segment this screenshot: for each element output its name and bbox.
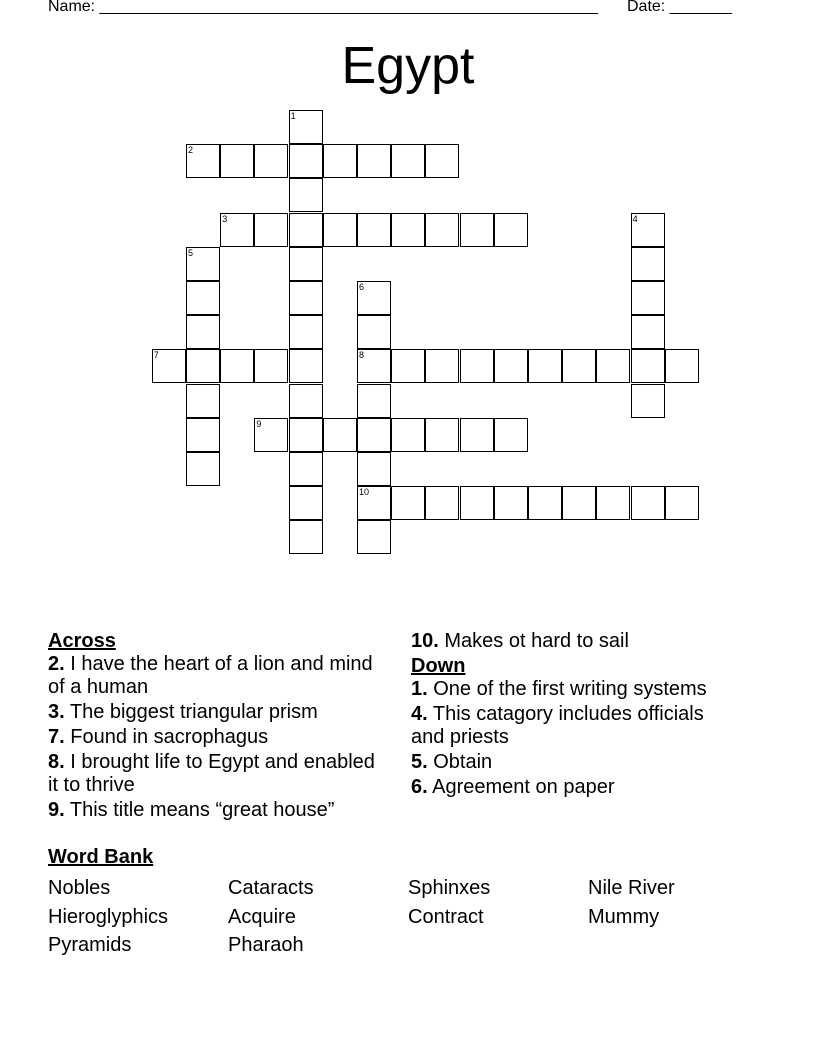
crossword-cell[interactable] [289, 110, 323, 144]
crossword-cell[interactable] [460, 349, 494, 383]
crossword-cell[interactable] [254, 144, 288, 178]
crossword-cell[interactable] [357, 281, 391, 315]
word-bank-item: Acquire [228, 905, 296, 928]
clue-across-3: 3. The biggest triangular prism [48, 701, 318, 723]
crossword-cell[interactable] [631, 247, 665, 281]
crossword-cell[interactable] [631, 213, 665, 247]
crossword-cell[interactable] [391, 144, 425, 178]
clue-down-5: 5. Obtain [411, 751, 493, 773]
crossword-cell[interactable] [289, 315, 323, 349]
word-bank-item: Mummy [588, 905, 660, 928]
crossword-cell[interactable] [391, 213, 425, 247]
crossword-cell[interactable] [391, 486, 425, 520]
crossword-cell[interactable] [289, 144, 323, 178]
crossword-cell[interactable] [323, 144, 357, 178]
down-heading: Down [411, 655, 466, 677]
clue-across-8: 8. I brought life to Egypt and enabled it to thrive [48, 751, 375, 796]
crossword-cell[interactable] [254, 349, 288, 383]
word-bank-item: Pyramids [48, 934, 132, 956]
crossword-cell[interactable] [186, 281, 220, 315]
crossword-cell[interactable] [289, 418, 323, 452]
clue-number: 8 [359, 350, 365, 361]
crossword-cell[interactable] [665, 486, 699, 520]
crossword-cell[interactable] [631, 486, 665, 520]
crossword-cell[interactable] [665, 349, 699, 383]
crossword-cell[interactable] [357, 315, 391, 349]
crossword-cell[interactable] [186, 144, 220, 178]
crossword-cell[interactable] [220, 213, 254, 247]
crossword-cell[interactable] [254, 213, 288, 247]
crossword-cell[interactable] [289, 213, 323, 247]
crossword-cell[interactable] [562, 486, 596, 520]
crossword-cell[interactable] [494, 213, 528, 247]
page-title: Egypt [341, 37, 475, 95]
crossword-cell[interactable] [425, 486, 459, 520]
clue-across-9: 9. This title means “great house” [48, 799, 335, 821]
crossword-cell[interactable] [425, 349, 459, 383]
clue-down-4: 4. This catagory includes officials and priests [411, 703, 704, 748]
crossword-cell[interactable] [289, 384, 323, 418]
crossword-cell[interactable] [494, 349, 528, 383]
crossword-cell[interactable] [460, 418, 494, 452]
crossword-cell[interactable] [357, 384, 391, 418]
crossword-cell[interactable] [357, 349, 391, 383]
crossword-cell[interactable] [425, 418, 459, 452]
crossword-cell[interactable] [186, 418, 220, 452]
clues-right-column [411, 630, 741, 801]
crossword-cell[interactable] [357, 418, 391, 452]
clue-number: 10 [359, 487, 370, 498]
crossword-cell[interactable] [152, 349, 186, 383]
crossword-cell[interactable] [528, 486, 562, 520]
crossword-cell[interactable] [357, 452, 391, 486]
crossword-cell[interactable] [596, 486, 630, 520]
date-field[interactable]: Date: _______ [627, 0, 732, 15]
crossword-cell[interactable] [631, 315, 665, 349]
word-bank-title: Word Bank [48, 846, 154, 868]
crossword-cell[interactable] [186, 452, 220, 486]
crossword-cell[interactable] [289, 178, 323, 212]
across-heading: Across [48, 630, 116, 652]
crossword-cell[interactable] [220, 349, 254, 383]
crossword-cell[interactable] [357, 144, 391, 178]
word-bank-item: Nile River [588, 877, 675, 899]
crossword-cell[interactable] [186, 315, 220, 349]
crossword-cell[interactable] [596, 349, 630, 383]
crossword-cell[interactable] [460, 486, 494, 520]
crossword-cell[interactable] [186, 247, 220, 281]
crossword-cell[interactable] [323, 418, 357, 452]
clue-number: 1 [290, 111, 296, 121]
crossword-cell[interactable] [220, 144, 254, 178]
crossword-cell[interactable] [289, 452, 323, 486]
clue-number: 5 [188, 247, 194, 258]
clue-across-7: 7. Found in sacrophagus [48, 726, 269, 748]
crossword-cell[interactable] [391, 418, 425, 452]
word-bank-item: Pharaoh [228, 934, 304, 956]
name-field[interactable]: Name: ________________________________________________________ [48, 0, 598, 15]
clue-down-6: 6. Agreement on paper [411, 776, 615, 798]
crossword-cell[interactable] [631, 281, 665, 315]
crossword-cell[interactable] [289, 247, 323, 281]
word-bank-item: Nobles [48, 877, 111, 899]
crossword-cell[interactable] [323, 213, 357, 247]
crossword-cell[interactable] [494, 418, 528, 452]
word-bank-item: Cataracts [228, 877, 314, 899]
clues-left-column [48, 630, 378, 824]
crossword-cell[interactable] [289, 520, 323, 554]
crossword-cell[interactable] [494, 486, 528, 520]
crossword-cell[interactable] [289, 486, 323, 520]
clue-number: 4 [632, 213, 638, 224]
crossword-cell[interactable] [631, 384, 665, 418]
crossword-cell[interactable] [631, 349, 665, 383]
clue-number: 9 [256, 418, 262, 429]
crossword-cell[interactable] [254, 418, 288, 452]
clue-across-10: 10. Makes ot hard to sail [411, 630, 629, 652]
clue-number: 6 [359, 282, 365, 292]
crossword-cell[interactable] [562, 349, 596, 383]
word-bank-item: Hieroglyphics [48, 905, 169, 928]
crossword-cell[interactable] [425, 144, 459, 178]
crossword-cell[interactable] [289, 349, 323, 383]
crossword-cell[interactable] [357, 520, 391, 554]
crossword-cell[interactable] [391, 349, 425, 383]
clue-number: 3 [222, 213, 228, 224]
crossword-cell[interactable] [186, 384, 220, 418]
crossword-cell[interactable] [528, 349, 562, 383]
crossword-cell[interactable] [460, 213, 494, 247]
crossword-cell[interactable] [289, 281, 323, 315]
clue-across-2: 2. I have the heart of a lion and mind of a human [48, 653, 373, 698]
clue-number: 2 [188, 145, 194, 156]
crossword-cell[interactable] [186, 349, 220, 383]
crossword-cell[interactable] [357, 213, 391, 247]
crossword-cell[interactable] [425, 213, 459, 247]
crossword-cell[interactable] [357, 486, 391, 520]
word-bank-item: Contract [408, 905, 484, 928]
clue-number: 7 [153, 350, 159, 361]
word-bank-item: Sphinxes [408, 877, 491, 899]
clue-down-1: 1. One of the first writing systems [411, 678, 707, 700]
